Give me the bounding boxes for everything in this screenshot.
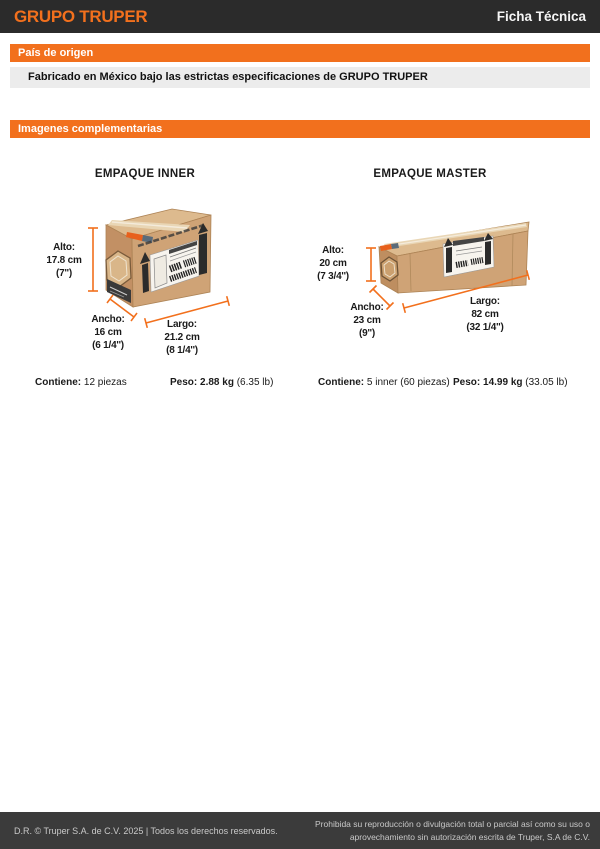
grupo-truper-logo: GRUPO TRUPER [14, 6, 148, 26]
empaque-inner-column [0, 138, 300, 408]
inner-stats-row [0, 377, 300, 393]
empaque-master-figure [300, 195, 600, 380]
master-contiene: Contiene: 5 inner (60 piezas) [318, 377, 450, 388]
empaque-inner-figure [0, 195, 300, 380]
master-alto-label: Alto: 20 cm (7 3/4'') [317, 245, 349, 282]
footer [0, 812, 600, 849]
inner-peso: Peso: 2.88 kg (6.35 lb) [170, 377, 274, 388]
empaque-master-column [300, 138, 600, 408]
inner-alto-label: Alto: 17.8 cm (7'') [46, 242, 82, 279]
doc-type-label: Ficha Técnica [496, 9, 586, 24]
section-header-pais-de-origen [10, 44, 590, 62]
origin-text: Fabricado en México bajo las estrictas especificaciones de GRUPO TRUPER [28, 71, 428, 83]
section-header-imagenes-complementarias [10, 120, 590, 138]
origin-content-row [10, 67, 590, 88]
master-peso: Peso: 14.99 kg (33.05 lb) [453, 377, 568, 388]
inner-ancho-label: Ancho: 16 cm (6 1/4'') [91, 314, 125, 351]
section-title: País de origen [18, 47, 94, 59]
empaque-master-title: EMPAQUE MASTER [373, 168, 487, 180]
legal-text: Prohibida su reproducción o divulgación total o parcial así como su uso o aprovechamiento sin autorización escrita de Truper, S.A de C.V. [315, 819, 590, 842]
package-figures [0, 138, 600, 408]
master-stats-row [300, 377, 600, 393]
inner-contiene: Contiene: 12 piezas [35, 377, 127, 388]
copyright-text: D.R. © Truper S.A. de C.V. 2025 | Todos los derechos reservados. [14, 825, 278, 836]
master-box-graphic [300, 195, 600, 380]
master-ancho-label: Ancho: 23 cm (9'') [350, 302, 384, 339]
master-largo-label: Largo: 82 cm (32 1/4'') [466, 296, 504, 333]
header [0, 0, 600, 33]
empaque-inner-title: EMPAQUE INNER [94, 168, 196, 180]
inner-largo-label: Largo: 21.2 cm (8 1/4'') [164, 319, 200, 356]
section-title: Imagenes complementarias [18, 123, 163, 135]
